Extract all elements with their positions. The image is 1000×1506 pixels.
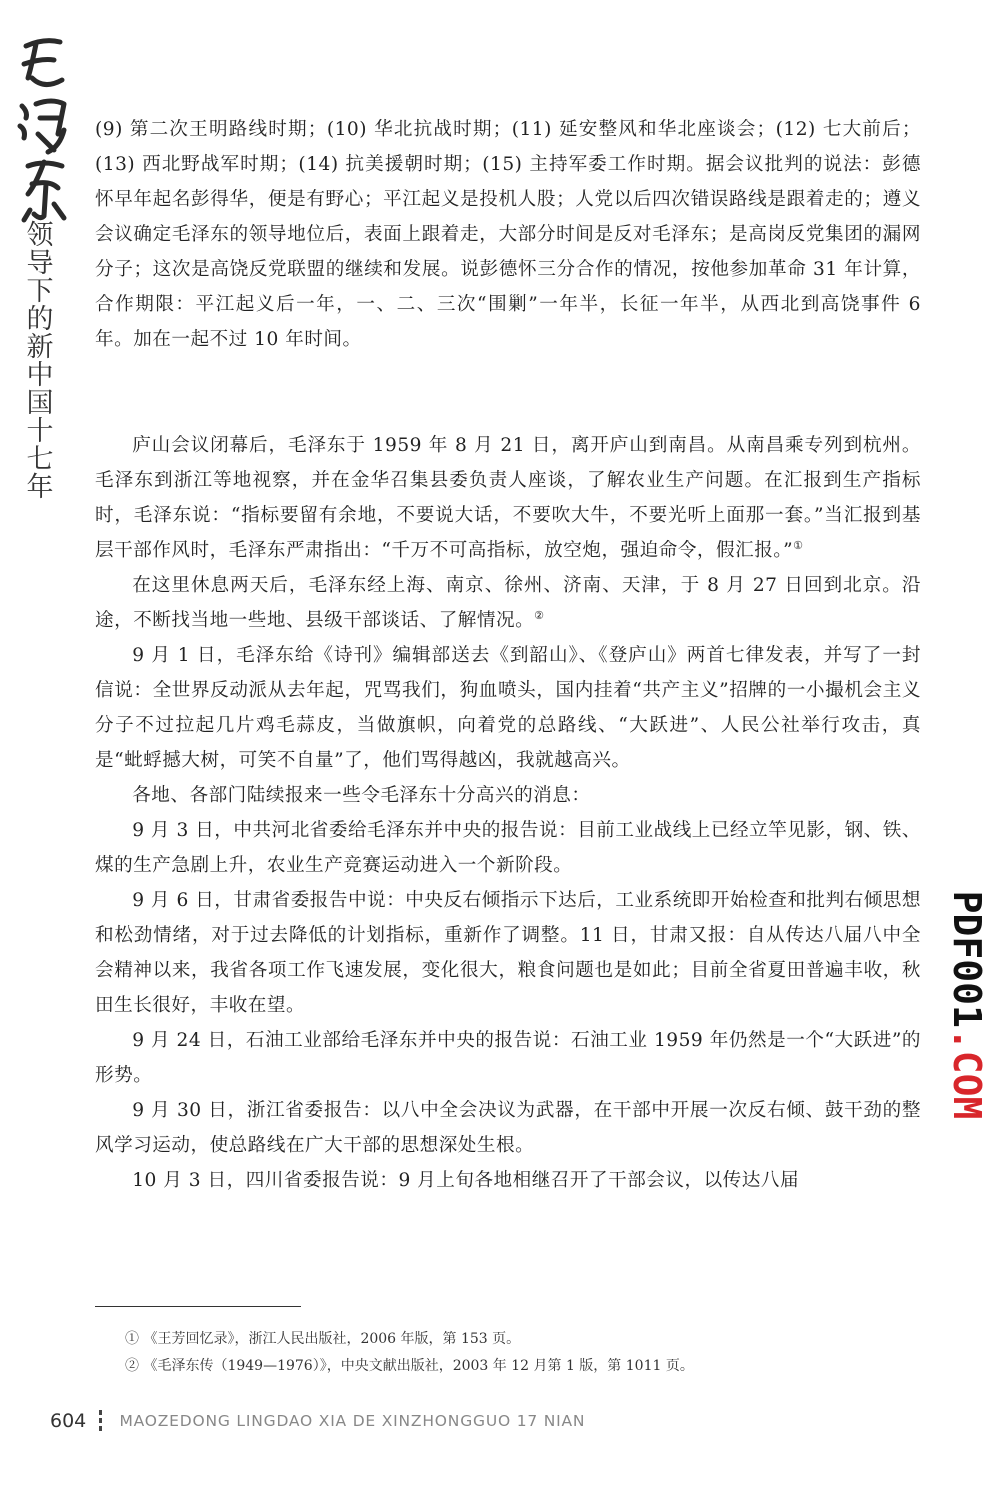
paragraph: 9 月 24 日，石油工业部给毛泽东并中央的报告说：石油工业 1959 年仍然是一个“大跃进”的形势。 [95,1030,921,1086]
paragraph: 庐山会议闭幕后，毛泽东于 1959 年 8 月 21 日，离开庐山到南昌。从南昌乘专列到杭州。毛泽东到浙江等地视察，并在金华召集县委负责人座谈，了解农业生产问题。在汇报到生产指标时，毛泽东说：“指标要留有余地，不要说大话，不要吹大牛，不要光听上面那一套。”当汇报到基层干部作风时，毛泽东严肃指出：“千万不可高指标，放空炮，强迫命令，假汇报。”① [95,435,921,561]
page-number: 604 [50,1410,87,1432]
footnotes [125,1326,694,1380]
watermark [940,880,990,1130]
footnote-ref: ② [534,608,545,622]
footnote: ② 《毛泽东传（1949—1976）》，中央文献出版社，2003 年 12 月第 1 版，第 1011 页。 [125,1358,694,1374]
paragraph: 9 月 1 日，毛泽东给《诗刊》编辑部送去《到韶山》、《登庐山》两首七律发表，并写了一封信说：全世界反动派从去年起，咒骂我们，狗血喷头，国内挂着“共产主义”招牌的一小撮机会主义分子不过拉起几片鸡毛蒜皮，当做旗帜，向着党的总路线、“大跃进”、人民公社举行攻击，真是“蚍蜉撼大树，可笑不自量”了，他们骂得越凶，我就越高兴。 [95,645,921,771]
page-footer [50,1410,585,1432]
continuation-block [95,112,921,357]
paragraph: 9 月 3 日，中共河北省委给毛泽东并中央的报告说：目前工业战线上已经立竿见影，钢、铁、煤的生产急剧上升，农业生产竞赛运动进入一个新阶段。 [95,820,921,876]
paragraph: (9) 第二次王明路线时期；(10) 华北抗战时期；(11) 延安整风和华北座谈会；(12) 七大前后；(13) 西北野战军时期；(14) 抗美援朝时期；(15) 主持军委工作时期。据会议批判的说法：彭德怀早年起名彭得华，便是有野心；平江起义是投机人股；人党以后四次错误路线是跟着走的；遵义会议确定毛泽东的领导地位后，表面上跟着走，大部分时间是反对毛泽东；是高岗反党集团的漏网分子；这次是高饶反党联盟的继续和发展。说彭德怀三分合作的情况，按他参加革命 31 年计算，合作期限：平江起义后一年，一、二、三次“围剿”一年半，长征一年半，从西北到高饶事件 6 年。加在一起不过 10 年时间。 [95,119,921,350]
svg-text:PDF001.COM: PDF001.COM [945,890,990,1120]
paragraph: 9 月 30 日，浙江省委报告：以八中全会决议为武器，在干部中开展一次反右倾、鼓干劲的整风学习运动，使总路线在广大干部的思想深处生根。 [95,1100,921,1156]
running-title: MAOZEDONG LINGDAO XIA DE XINZHONGGUO 17 NIAN [119,1412,586,1430]
paragraph: 在这里休息两天后，毛泽东经上海、南京、徐州、济南、天津，于 8 月 27 日回到北京。沿途，不断找当地一些地、县级干部谈话、了解情况。② [95,575,921,631]
paragraph: 各地、各部门陆续报来一些令毛泽东十分高兴的消息： [132,785,591,806]
calligraphy-logo [14,34,72,224]
footer-separator [99,1410,102,1432]
paragraph: 9 月 6 日，甘肃省委报告中说：中央反右倾指示下达后，工业系统即开始检查和批判右倾思想和松劲情绪，对于过去降低的计划指标，重新作了调整。11 日，甘肃又报：自从传达八届八中全会精神以来，我省各项工作飞速发展，变化很大，粮食问题也是如此；目前全省夏田普遍丰收，秋田生长很好，丰收在望。 [95,890,921,1016]
book-subtitle-vertical: 领 导 下 的 新 中 国 十 七 年 [26,220,54,503]
footnote-divider [95,1306,301,1307]
footnote-ref: ① [793,538,804,552]
footnote: ① 《王芳回忆录》，浙江人民出版社，2006 年版，第 153 页。 [125,1331,521,1347]
paragraph: 10 月 3 日，四川省委报告说：9 月上旬各地相继召开了干部会议，以传达八届 [132,1170,800,1191]
main-body [95,428,921,1198]
